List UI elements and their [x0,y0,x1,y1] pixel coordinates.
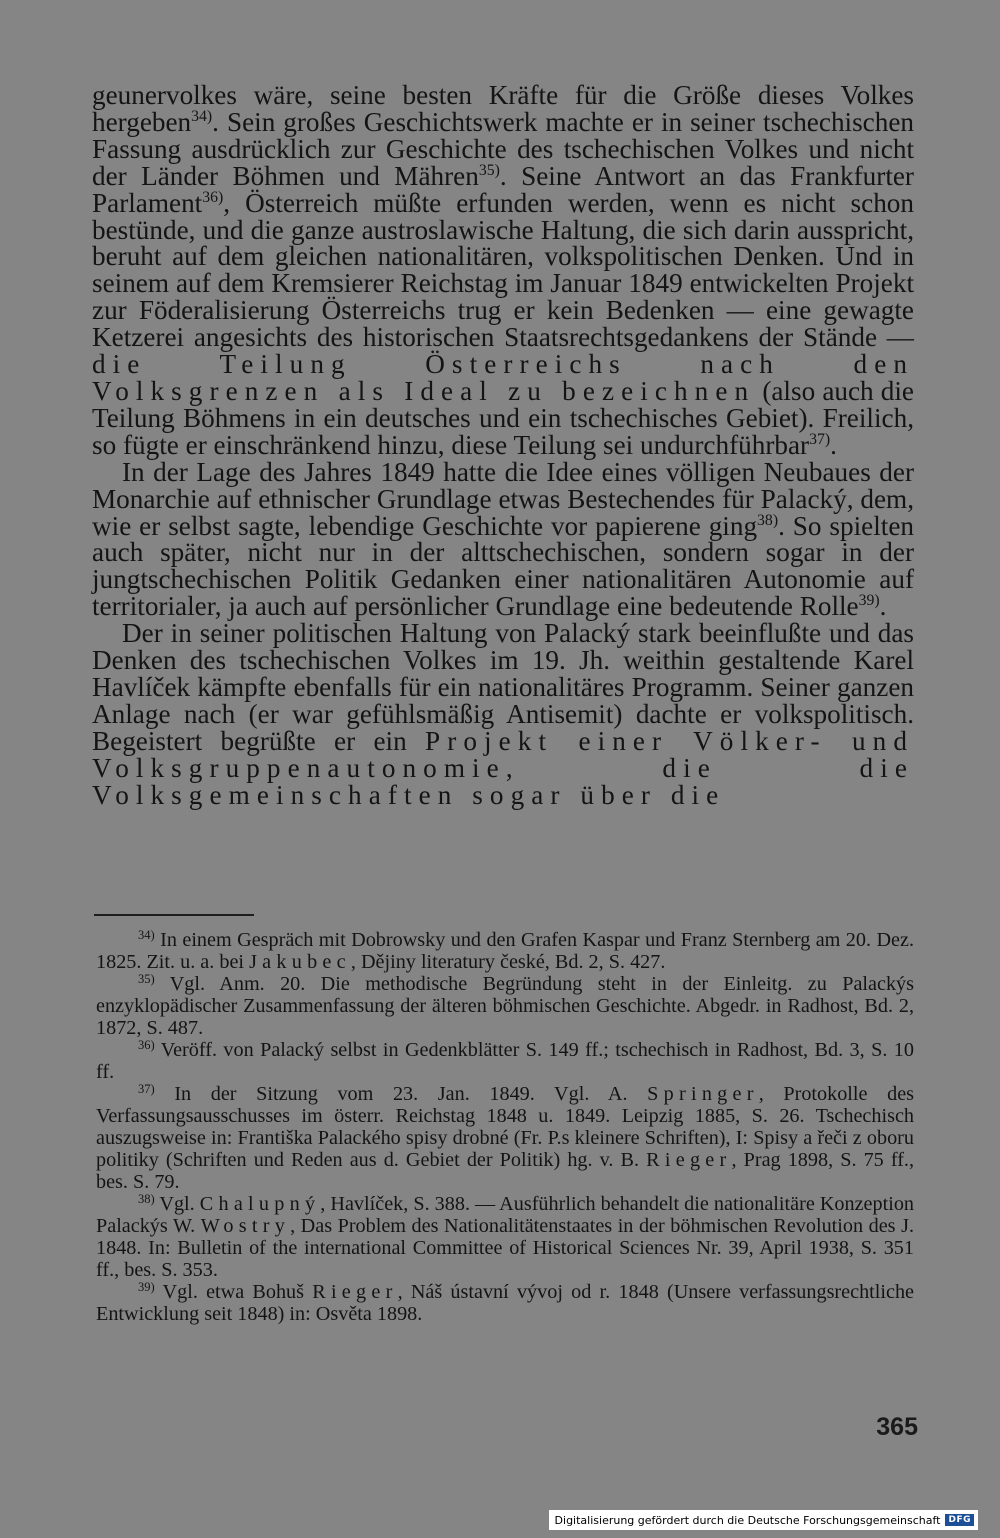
footnote-36 [96,1039,914,1083]
text-run: In der Lage des Jahres 1849 hatte die Idee eines völligen Neubaues der Monarchie auf ethnischer Grundlage etwas Bestechendes für Palacký, dem, wie er selbst sagte, lebendige Geschichte vor papierene ging [92,456,914,541]
spaced-emphasis: Springer [647,1083,759,1105]
funding-notice: Digitalisierung gefördert durch die Deutsche Forschungsgemeinschaft [554,1513,941,1527]
footnote-34 [96,929,914,973]
spaced-emphasis: Rieger [312,1281,398,1303]
spaced-emphasis: Chalupný [199,1193,321,1215]
footnote-39 [96,1281,914,1325]
note-text: In einem Gespräch mit Dobrowsky und den Grafen Kaspar und Franz Sternberg am 20. Dez. 1825. Zit. u. a. bei [96,929,915,973]
spaced-emphasis: Jakubec [249,951,351,973]
text-run: , Österreich müßte erfunden werden, wenn es nicht schon bestünde, und die ganze austroslawische Haltung, die sich darin ausspricht, beruht auf dem gleichen nationalitären, volkspolitischen Denken. Und in seinem auf dem Kremsierer Reichstag im Januar 1849 entwickelten Projekt zur Föderalisierung Österreichs trug er kein Bedenken — eine gewagte Ketzerei angesichts des historischen Staatsrechtsgedankens der Stände — [92,187,914,353]
paragraph-3 [92,620,914,808]
footnote-ref-37: 37) [809,431,831,449]
text-run: . Sein großes Geschichtswerk machte er in seiner tschechischen Fassung ausdrücklich zur Geschichte des tschechischen Volkes und nicht der Länder Böhmen und Mähren [92,106,914,191]
note-text: , Dějiny literatury české, Bd. 2, S. 427. [350,951,666,973]
footnote-number: 38) [138,1192,155,1207]
note-text: , Protokolle des Verfassungsausschusses im österr. Reichstag 1848 u. 1849. Leipzig 1885, S. 26. Tschechisch auszugsweise in: Františka Palackého spisy drobné (Fr. P.s kleinere Schriften), I: Spisy a řeči z oboru politiky (Schriften und Reden aus d. Gebiet der Politik) hg. v. B. [96,1083,915,1171]
footnote-number: 35) [138,972,155,987]
footnote-divider [94,914,254,916]
note-text: , Náš ústavní vývoj od r. 1848 (Unsere verfassungsrechtliche Entwicklung seit 1848) in: Osvěta 1898. [96,1281,914,1325]
footnote-number: 37) [138,1082,155,1097]
text-run: . [879,591,887,622]
footnote-38 [96,1193,914,1281]
footnotes [96,929,914,1325]
spaced-emphasis: Rieger [646,1149,732,1171]
note-text: Veröff. von Palacký selbst in Gedenkblätter S. 149 ff.; tschechisch in Radhost, Bd. 3, S. 10 ff. [96,1039,914,1083]
note-text: Vgl. etwa Bohuš [162,1281,305,1303]
text-run: (also auch die Teilung Böhmens in ein deutsches und ein tschechisches Gebiet). Freilich, so fügte er einschränkend hinzu, diese Teilung sei undurchführbar [92,375,915,460]
note-text: , Havlíček, S. 388. — Ausführlich behandelt die nationalitäre Konzeption Palackýs W. [96,1193,915,1237]
footnote-number: 36) [138,1038,155,1053]
body-text [92,82,914,808]
spaced-emphasis: die Teilung Österreichs nach den Volksgrenzen als Ideal zu bezeichnen [92,349,914,406]
dfg-logo-icon: DFG [945,1514,974,1526]
paragraph-2 [92,456,914,622]
footnote-ref-34: 34) [191,108,213,126]
text-run: Der in seiner politischen Haltung von Palacký stark beeinflußte und das Denken des tschechischen Volkes im 19. Jh. weithin gestaltende Karel Havlíček kämpfte ebenfalls für ein nationalitäres Programm. Seiner ganzen Anlage nach (er war gefühlsmäßig Antisemit) dachte er volkspolitisch. Begeistert begrüßte er ein [92,618,914,756]
footnote-number: 34) [138,928,155,943]
paragraph-1 [92,82,914,459]
note-text: Vgl. [159,1193,195,1215]
text-run: . So spielten auch später, nicht nur in der alttschechischen, sondern sogar in der jungtschechischen Politik Gedanken einer nationalitären Autonomie auf territorialer, ja auch auf persönlicher Grundlage eine bedeutende Rolle [92,510,914,622]
note-text: , Prag 1898, S. 75 ff., bes. S. 79. [96,1149,915,1193]
footnote-ref-38: 38) [757,511,779,529]
page-number: 365 [876,1413,918,1441]
text-run: . [830,429,837,460]
footnote-ref-36: 36) [202,188,224,206]
text-run: . Seine Antwort an das Frankfurter Parlament [92,160,914,218]
note-text: , Das Problem des Nationalitätenstaates in der böhmischen Revolution des J. 1848. In: Bulletin of the international Committee of Historical Sciences Nr. 39, April 1938, S. 351 ff., bes. S. 353. [96,1215,914,1281]
footnote-35 [96,973,914,1039]
spaced-emphasis: Projekt einer Völker- und Volksgruppenautonomie, die die Volksgemeinschaften sogar über die [92,725,915,810]
footnote-number: 39) [138,1280,155,1295]
digitization-footer [549,1510,978,1530]
text-run: geunervolkes wäre, seine besten Kräfte für die Größe dieses Volkes hergeben [92,80,914,137]
footnote-ref-39: 39) [858,592,880,610]
note-text: Vgl. Anm. 20. Die methodische Begründung steht in der Einleitg. zu Palackýs enzyklopädischer Zusammenfassung der älteren böhmischen Geschichte. Abgedr. in Radhost, Bd. 2, 1872, S. 487. [96,973,914,1039]
note-text: In der Sitzung vom 23. Jan. 1849. Vgl. A. [174,1083,628,1105]
footnote-37 [96,1083,914,1193]
footnote-ref-35: 35) [478,161,500,179]
spaced-emphasis: Wostry [200,1215,291,1237]
